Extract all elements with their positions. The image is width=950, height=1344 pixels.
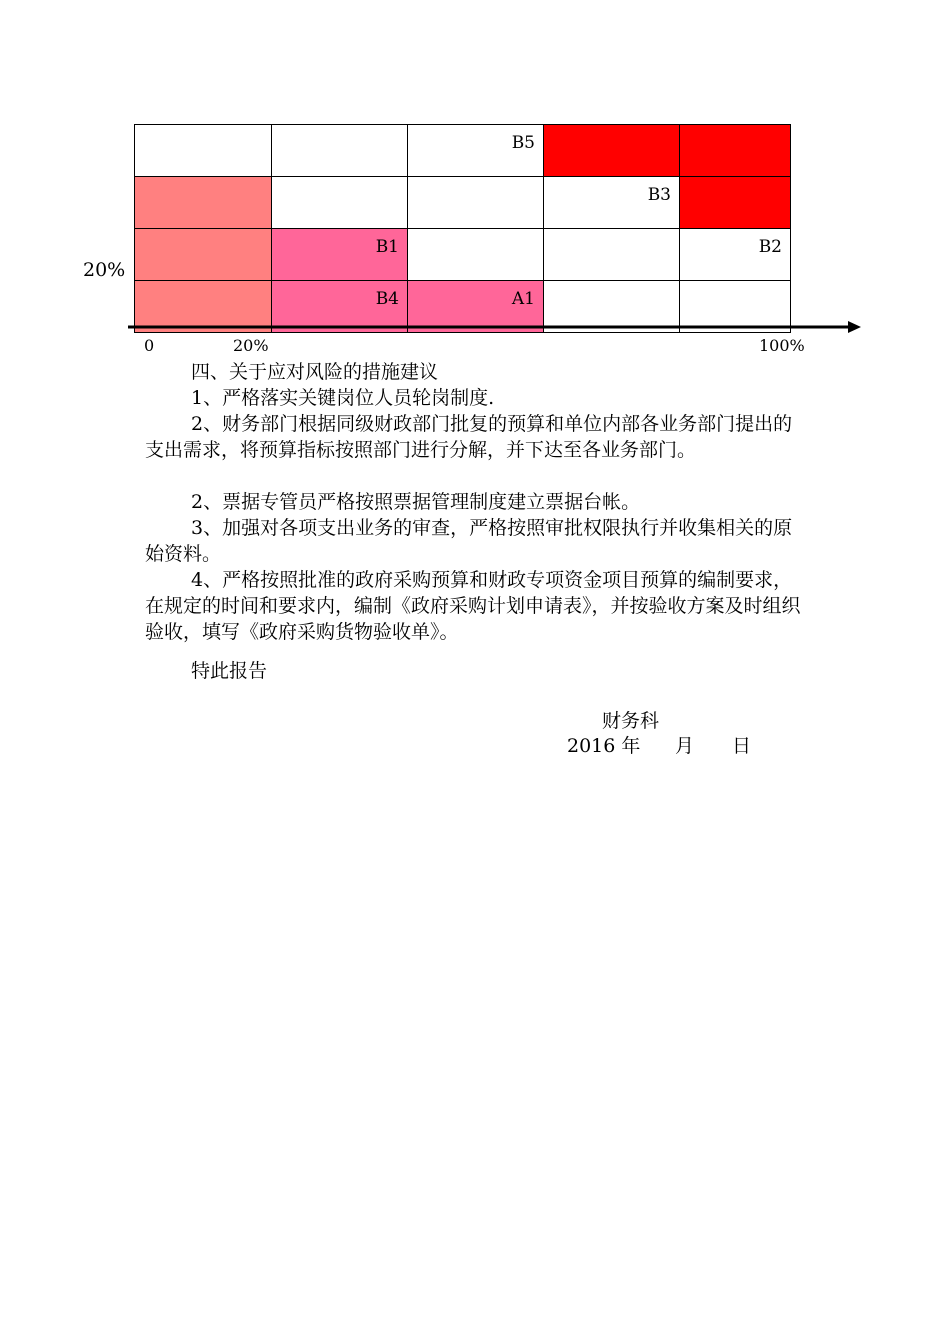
date-month: 月: [675, 735, 695, 757]
matrix-cell: [407, 228, 544, 281]
x-axis-label-100: 100%: [759, 336, 805, 355]
paragraph-3: 2、票据专管员严格按照票据管理制度建立票据台帐。: [191, 491, 641, 513]
date-day: 日: [732, 735, 752, 757]
matrix-cell: [134, 124, 272, 177]
x-axis-arrow: [128, 318, 868, 336]
matrix-cell: [271, 176, 408, 229]
paragraph-4: 3、加强对各项支出业务的审查，严格按照审批权限执行并收集相关的原始资料。: [145, 517, 793, 565]
matrix-cell: [271, 124, 408, 177]
matrix-cell-label: B3: [647, 185, 671, 205]
matrix-cell: [679, 176, 791, 229]
section-title: 四、关于应对风险的措施建议: [191, 361, 439, 383]
matrix-cell: [271, 228, 408, 281]
matrix-cell: [543, 124, 680, 177]
paragraph-2: 2、财务部门根据同级财政部门批复的预算和单位内部各业务部门提出的支出需求，将预算指标按照部门进行分解，并下达至各业务部门。: [145, 413, 793, 461]
matrix-cell: [134, 228, 272, 281]
y-axis-label: 20%: [83, 259, 126, 281]
risk-matrix: [134, 124, 790, 332]
matrix-cell-label: A1: [511, 289, 535, 309]
matrix-cell-label: B2: [758, 237, 782, 257]
matrix-cell: [407, 176, 544, 229]
matrix-cell: [407, 124, 544, 177]
paragraph-5: 4、严格按照批准的政府采购预算和财政专项资金项目预算的编制要求，在规定的时间和要求内，编制《政府采购计划申请表》，并按验收方案及时组织验收，填写《政府采购货物验收单》。: [145, 569, 801, 643]
matrix-cell-label: B1: [375, 237, 399, 257]
matrix-cell: [679, 228, 791, 281]
paragraph-1: 1、严格落实关键岗位人员轮岗制度.: [191, 387, 495, 409]
matrix-cell: [543, 176, 680, 229]
matrix-cell: [679, 124, 791, 177]
x-axis-label-zero: 0: [144, 336, 155, 355]
matrix-cell-label: B5: [511, 133, 535, 153]
closing-text: 特此报告: [191, 660, 268, 682]
matrix-cell: [134, 176, 272, 229]
matrix-cell-label: B4: [375, 289, 399, 309]
x-axis-label-20: 20%: [233, 336, 269, 355]
date-year: 2016 年: [567, 735, 641, 757]
matrix-cell: [543, 228, 680, 281]
signature-department: 财务科: [602, 710, 660, 732]
